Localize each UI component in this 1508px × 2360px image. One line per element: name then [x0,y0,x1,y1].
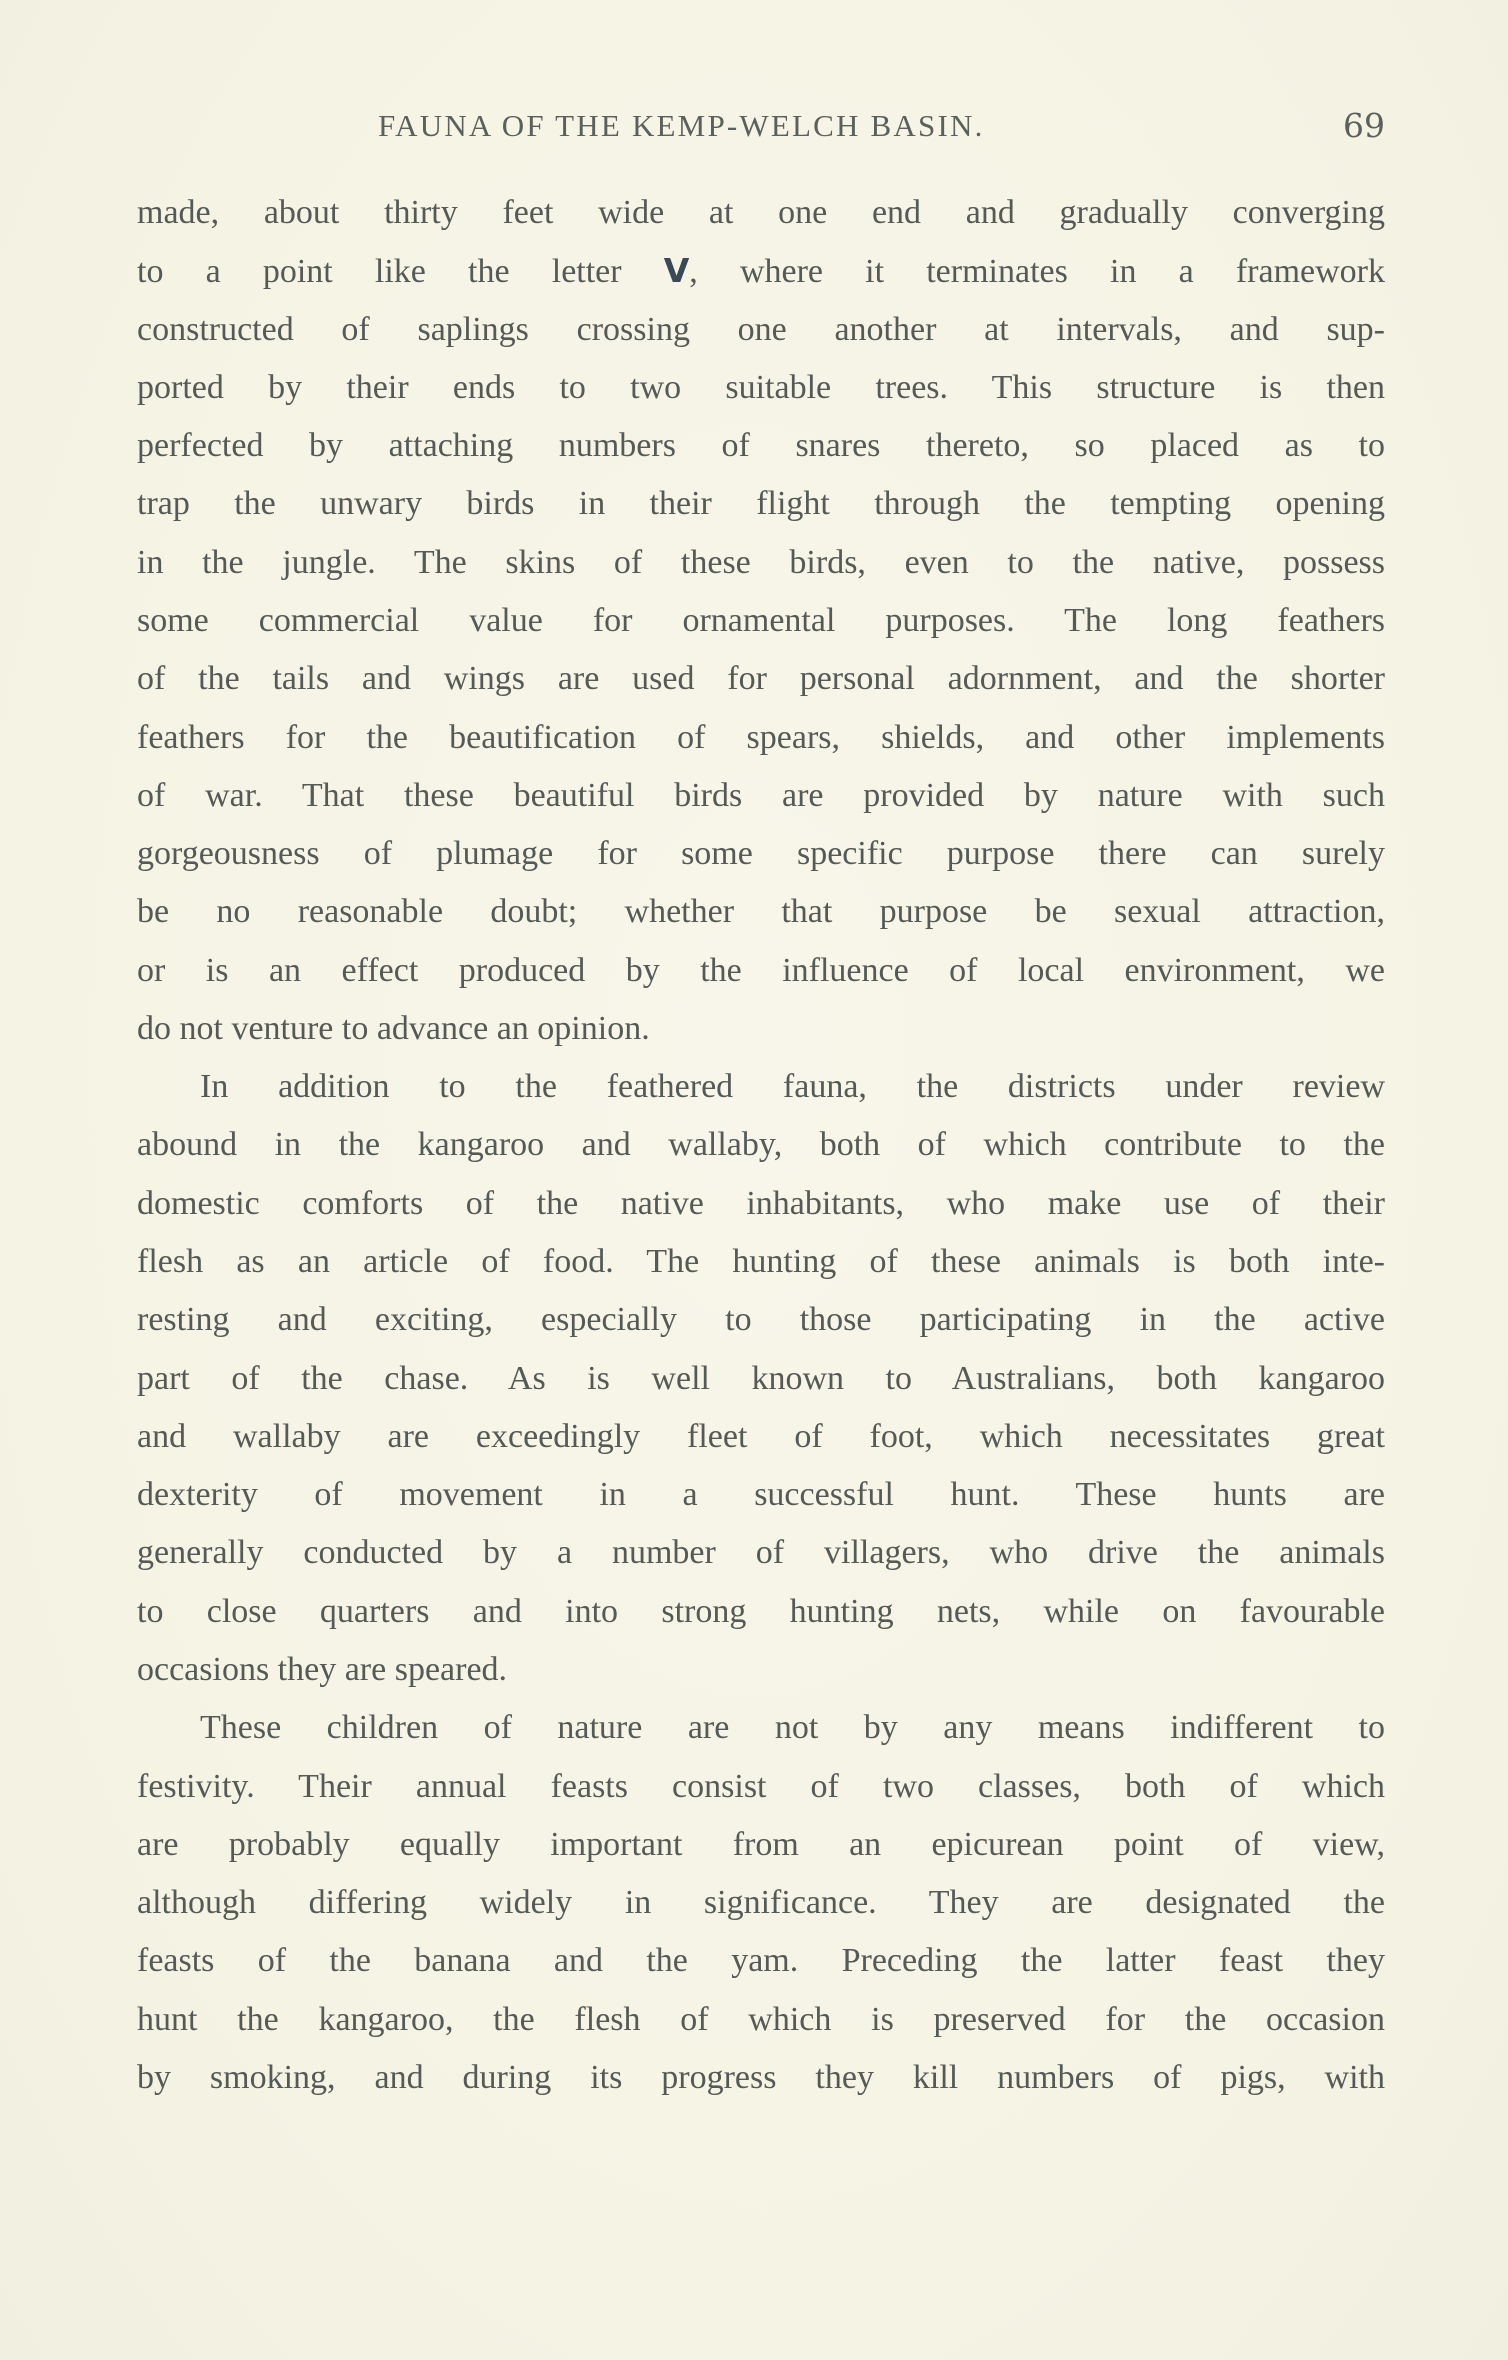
running-head-title: FAUNA OF THE KEMP-WELCH BASIN. [378,108,985,143]
text-line: be no reasonable doubt; whether that purpose be sexual attraction, [137,893,1385,931]
text-line: are probably equally important from an epicurean point of view, [137,1825,1385,1863]
text-line: by smoking, and during its progress they kill numbers of pigs, with [137,2058,1385,2096]
text-line: in the jungle. The skins of these birds, even to the native, possess [137,543,1385,581]
paragraph-first-line: In addition to the feathered fauna, the districts under review [200,1068,1385,1106]
text-line: domestic comforts of the native inhabitants, who make use of their [137,1184,1385,1222]
text-line: feasts of the banana and the yam. Preceding the latter feast they [137,1942,1385,1980]
text-line: occasions they are speared. [137,1651,508,1688]
text-line: and wallaby are exceedingly fleet of foot, which necessitates great [137,1417,1385,1455]
text-line: dexterity of movement in a successful hunt. These hunts are [137,1476,1385,1514]
text-line: trap the unwary birds in their flight through the tempting opening [137,485,1385,523]
text-fragment: , where it terminates in a framework [689,253,1385,291]
text-line: gorgeousness of plumage for some specific purpose there can surely [137,835,1385,873]
text-line: of war. That these beautiful birds are provided by nature with such [137,776,1385,814]
text-line: hunt the kangaroo, the flesh of which is preserved for the occasion [137,2000,1385,2038]
text-line: generally conducted by a number of villagers, who drive the animals [137,1534,1385,1572]
text-line: ported by their ends to two suitable trees. This structure is then [137,368,1385,406]
text-line: some commercial value for ornamental purposes. The long feathers [137,601,1385,639]
text-line: part of the chase. As is well known to Australians, both kangaroo [137,1359,1385,1397]
text-line: feathers for the beautification of spears, shields, and other implements [137,718,1385,756]
text-line: or is an effect produced by the influence of local environment, we [137,951,1385,989]
text-line: festivity. Their annual feasts consist of two classes, both of which [137,1767,1385,1805]
paragraph-first-line: These children of nature are not by any means indifferent to [200,1709,1385,1747]
text-line: resting and exciting, especially to those participating in the active [137,1301,1385,1339]
text-line: although differing widely in significance. They are designated the [137,1884,1385,1922]
text-line: perfected by attaching numbers of snares thereto, so placed as to [137,427,1385,465]
text-line [137,251,1385,291]
text-line: do not venture to advance an opinion. [137,1009,650,1047]
text-line: of the tails and wings are used for personal adornment, and the shorter [137,660,1385,698]
text-fragment: to a point like the letter [137,253,664,291]
text-line: to close quarters and into strong hunting nets, while on favourable [137,1592,1385,1630]
text-line: constructed of saplings crossing one another at intervals, and sup- [137,310,1385,348]
letter-v-glyph: V [663,251,690,291]
text-line: abound in the kangaroo and wallaby, both of which contribute to the [137,1126,1385,1164]
text-line: made, about thirty feet wide at one end and gradually converging [137,194,1385,231]
page-number: 69 [1343,106,1385,145]
text-line: flesh as an article of food. The hunting of these animals is both inte- [137,1243,1385,1281]
